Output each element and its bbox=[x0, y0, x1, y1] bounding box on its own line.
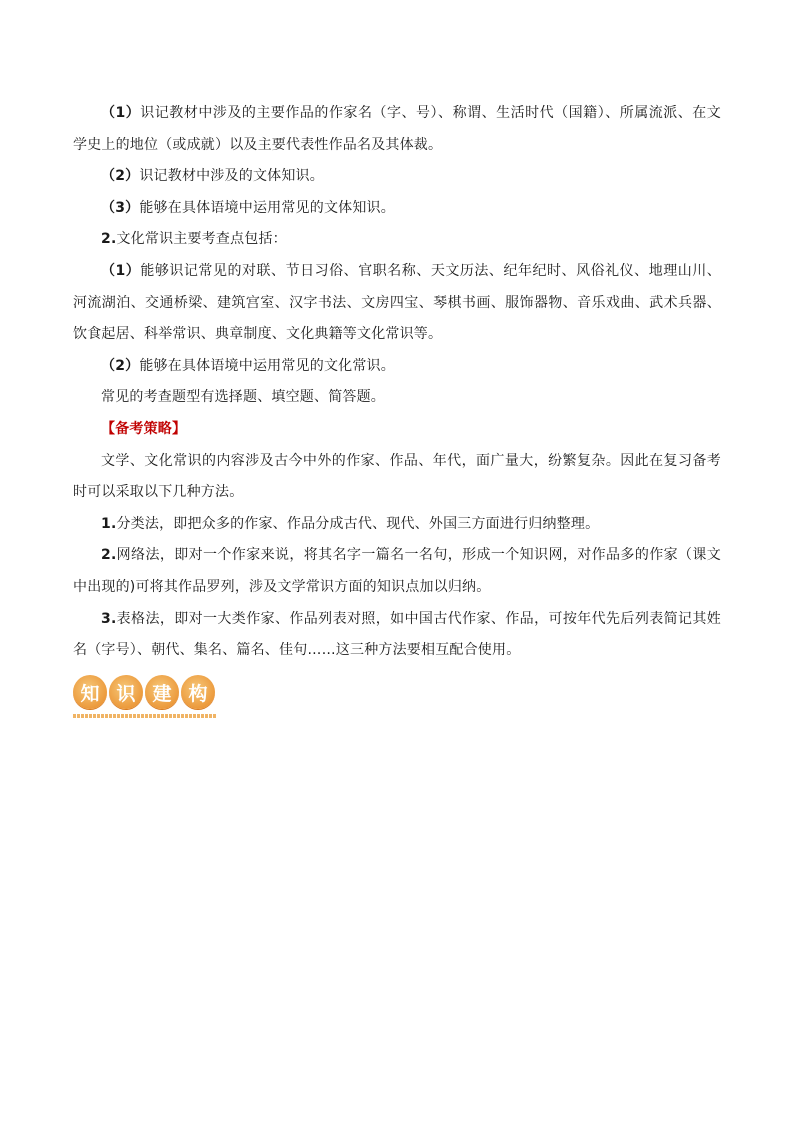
item-number: （1） bbox=[101, 262, 141, 279]
heading-badge-char: 知 bbox=[73, 675, 107, 709]
paragraph-literature-2 bbox=[73, 161, 721, 193]
paragraph-literature-1 bbox=[73, 98, 721, 161]
paragraph-text: 表格法，即对一大类作家、作品列表对照，如中国古代作家、作品，可按年代先后列表简记其姓名（字号）、朝代、集名、篇名、佳句……这三种方法要相互配合使用。 bbox=[73, 610, 721, 659]
document-body bbox=[73, 98, 721, 667]
heading-badge-char: 建 bbox=[145, 675, 179, 709]
paragraph-text: 分类法，即把众多的作家、作品分成古代、现代、外国三方面进行归纳整理。 bbox=[116, 515, 600, 532]
item-number: （1） bbox=[101, 105, 141, 121]
paragraph-text: 网络法，即对一个作家来说，将其名字一篇名一名句，形成一个知识网，对作品多的作家（课文中出现的)可将其作品罗列，涉及文学常识方面的知识点加以归纳。 bbox=[73, 547, 721, 595]
paragraph-text: 识记教材中涉及的主要作品的作家名（字、号）、称谓、生活时代（国籍）、所属流派、在文学史上的地位（或成就）以及主要代表性作品名及其体裁。 bbox=[73, 105, 721, 153]
paragraph-question-types: 常见的考查题型有选择题、填空题、简答题。 bbox=[101, 389, 385, 406]
section-heading-knowledge-structure bbox=[73, 675, 215, 709]
paragraph-text: 能够识记常见的对联、节日习俗、官职名称、天文历法、纪年纪时、风俗礼仪、地理山川、河流湖泊、交通桥梁、建筑宫室、汉字书法、文房四宝、琴棋书画、服饰器物、音乐戏曲、武术兵器、饮食起居、科举常识、典章制度、文化典籍等文化常识等。 bbox=[73, 262, 722, 343]
item-number: 2. bbox=[101, 231, 117, 248]
paragraph-strategy-intro: 文学、文化常识的内容涉及古今中外的作家、作品、年代，面广量大，纷繁复杂。因此在复习备考时可以采取以下几种方法。 bbox=[73, 452, 721, 501]
item-number: （2） bbox=[101, 168, 140, 185]
strategy-label: 【备考策略】 bbox=[101, 420, 187, 437]
item-number: （3） bbox=[101, 199, 140, 216]
paragraph-method-3 bbox=[73, 604, 721, 667]
paragraph-text: 能够在具体语境中运用常见的文体知识。 bbox=[139, 199, 395, 216]
heading-underline bbox=[73, 714, 217, 718]
paragraph-method-2 bbox=[73, 540, 721, 603]
item-number: 2. bbox=[101, 547, 117, 564]
paragraph-culture-2 bbox=[73, 351, 721, 383]
item-number: （2） bbox=[101, 357, 140, 374]
paragraph-method-1 bbox=[73, 509, 721, 541]
paragraph-culture-heading bbox=[73, 224, 721, 256]
paragraph-literature-3 bbox=[73, 193, 721, 225]
item-number: 1. bbox=[101, 515, 117, 532]
paragraph-text: 能够在具体语境中运用常见的文化常识。 bbox=[139, 357, 395, 374]
paragraph-culture-1 bbox=[73, 256, 721, 351]
item-number: 3. bbox=[101, 610, 117, 627]
paragraph-text: 文化常识主要考查点包括： bbox=[116, 231, 287, 248]
paragraph-text: 识记教材中涉及的文体知识。 bbox=[139, 168, 324, 185]
heading-badge-char: 构 bbox=[181, 675, 215, 709]
strategy-heading bbox=[73, 414, 721, 446]
heading-badge-char: 识 bbox=[109, 675, 143, 709]
